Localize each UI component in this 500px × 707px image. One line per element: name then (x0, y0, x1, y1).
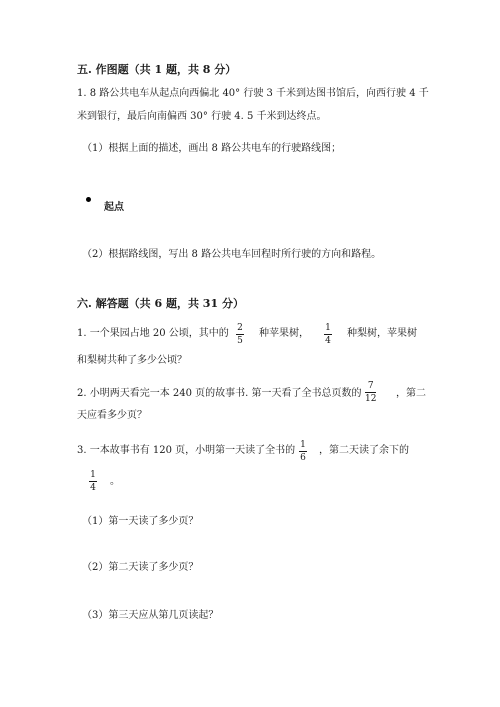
start-point-label: 起点 (104, 202, 124, 213)
s6-q1-fraction-2 (324, 323, 332, 346)
fraction-numerator: 1 (300, 440, 306, 450)
fraction-bar (324, 334, 332, 335)
fraction-numerator: 1 (90, 470, 96, 480)
q1-text-line1: 1. 8 路公共电车从起点向西偏北 40° 行驶 3 千米到达图书馆后，向西行驶 4 千 (77, 88, 429, 99)
fraction-denominator: 5 (237, 336, 243, 346)
s6-q1-line2: 和梨树共种了多少公顷？ (77, 355, 187, 366)
fraction-denominator: 6 (300, 453, 306, 463)
s6-q2-line2: 天应看多少页？ (77, 410, 147, 421)
fraction-denominator: 4 (90, 483, 96, 493)
s6-q2-fraction (365, 381, 376, 404)
s6-q1-part3: 种梨树，苹果树 (347, 328, 417, 339)
s6-q3-fraction-1 (299, 440, 307, 463)
s6-q3-part2: ，第二天读了余下的 (319, 445, 409, 456)
fraction-numerator: 7 (367, 381, 374, 391)
fraction-bar (236, 334, 244, 335)
s6-q3-part3: 。 (110, 476, 120, 487)
fraction-bar (89, 481, 97, 482)
fraction-bar (299, 451, 307, 452)
fraction-numerator: 2 (237, 323, 243, 333)
s6-q2-part1: 2. 小明两天看完一本 240 页的故事书. 第一天看了全书总页数的 (77, 388, 362, 399)
section6-heading: 六. 解答题（共 6 题，共 31 分） (77, 297, 244, 310)
q1-sub1: （1）根据上面的描述，画出 8 路公共电车的行驶路线图； (82, 143, 342, 154)
s6-q1-part2: 种苹果树， (259, 328, 309, 339)
s6-q3-sub3: （3）第三天应从第几页读起？ (82, 610, 219, 621)
fraction-denominator: 4 (325, 336, 331, 346)
section5-heading: 五. 作图题（共 1 题，共 8 分） (77, 63, 237, 76)
s6-q1-part1: 1. 一个果园占地 20 公顷，其中的 (77, 328, 229, 339)
s6-q3-part1: 3. 一本故事书有 120 页，小明第一天读了全书的 (77, 445, 296, 456)
s6-q3-fraction-2 (89, 470, 97, 493)
q1-sub2: （2）根据路线图，写出 8 路公共电车回程时所行驶的方向和路程。 (82, 249, 382, 260)
start-point-dot (86, 197, 91, 202)
fraction-bar (365, 392, 376, 393)
s6-q3-sub2: （2）第二天读了多少页？ (82, 562, 199, 573)
s6-q2-part2: ，第二 (396, 388, 426, 399)
s6-q3-sub1: （1）第一天读了多少页？ (82, 516, 199, 527)
fraction-numerator: 1 (325, 323, 331, 333)
s6-q1-fraction-1 (236, 323, 244, 346)
fraction-denominator: 12 (365, 394, 377, 404)
q1-text-line2: 米到银行，最后向南偏西 30° 行驶 4. 5 千米到达终点。 (77, 111, 327, 122)
